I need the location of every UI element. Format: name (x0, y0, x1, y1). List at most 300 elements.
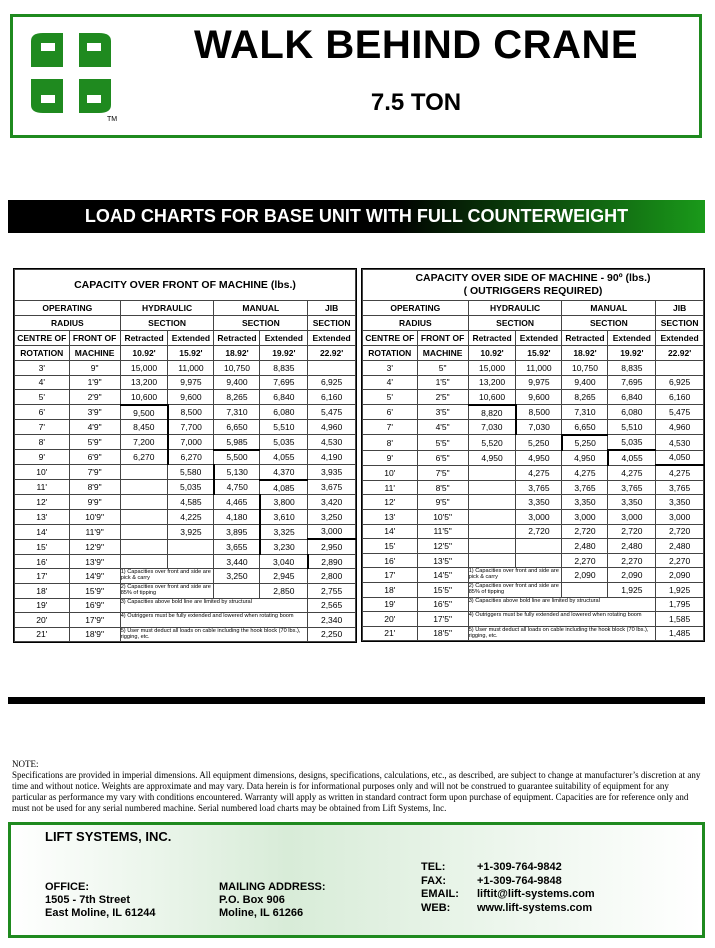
capacity-cell: 6,925 (308, 375, 356, 390)
capacity-cell (214, 583, 260, 598)
capacity-cell: 4,085 (260, 480, 308, 495)
radius-front-cell: 7'5" (417, 465, 468, 480)
boom-length-header: 19.92' (608, 346, 656, 361)
capacity-cell: 3,610 (260, 509, 308, 524)
capacity-cell (468, 495, 516, 510)
capacity-cell: 8,265 (562, 390, 608, 405)
panel-title (363, 270, 704, 301)
table-row (15, 465, 356, 480)
jib-section-header: SECTION (308, 316, 356, 331)
capacity-cell: 5,985 (214, 434, 260, 449)
table-row (15, 627, 356, 642)
boom-length-header: 19.92' (260, 346, 308, 361)
capacity-cell: 4,275 (608, 465, 656, 480)
radius-front-cell: 5'5" (417, 435, 468, 450)
capacity-cell: 5,500 (214, 450, 260, 465)
capacity-cell (468, 524, 516, 539)
radius-centre-cell: 20' (363, 612, 418, 627)
jib-header: JIB (656, 301, 704, 316)
capacity-cell: 4,050 (656, 450, 704, 465)
radius-centre-cell: 13' (15, 509, 70, 524)
capacity-cell: 6,650 (214, 420, 260, 435)
capacity-cell: 3,350 (656, 495, 704, 510)
capacity-cell: 4,190 (308, 450, 356, 465)
capacity-cell: 9,400 (562, 375, 608, 390)
radius-centre-cell: 3' (363, 361, 418, 376)
capacity-cell: 2,950 (308, 539, 356, 554)
table-row (15, 554, 356, 569)
table-row (15, 539, 356, 554)
table-row (363, 361, 704, 376)
capacity-cell: 5,130 (214, 465, 260, 480)
capacity-note: 4) Outriggers must be fully extended and lowered when rotating boom (468, 612, 656, 627)
capacity-cell (656, 361, 704, 376)
hydraulic-section-header: SECTION (120, 316, 214, 331)
boom-length-header: 18.92' (214, 346, 260, 361)
radius-front-cell: 9'5" (417, 495, 468, 510)
radius-front-cell: 8'5" (417, 480, 468, 495)
radius-front-cell: 11'9" (69, 524, 120, 539)
capacity-note: 3) Capacities above bold line are limited by structural (468, 597, 656, 612)
capacity-cell (468, 509, 516, 524)
radius-front-cell: 17'5" (417, 612, 468, 627)
capacity-cell: 2,850 (260, 583, 308, 598)
table-row (363, 435, 704, 450)
table-row (15, 613, 356, 628)
radius-front-cell: 2'5" (417, 390, 468, 405)
divider-rule (8, 697, 705, 704)
table-row (15, 509, 356, 524)
table-row (363, 509, 704, 524)
capacity-cell: 2,720 (562, 524, 608, 539)
table-row (15, 598, 356, 613)
table-row (15, 405, 356, 420)
capacity-cell (120, 539, 168, 554)
tel-value: +1-309-764-9842 (477, 861, 562, 873)
radius-centre-cell: 12' (363, 495, 418, 510)
table-row (15, 524, 356, 539)
header-row (363, 346, 704, 361)
capacity-cell (120, 524, 168, 539)
radius-centre-cell: 7' (15, 420, 70, 435)
capacity-cell: 3,440 (214, 554, 260, 569)
header-row (15, 316, 356, 331)
radius-front-cell: 12'9" (69, 539, 120, 554)
capacity-cell: 5,475 (308, 405, 356, 420)
boom-state-header: Retracted (562, 331, 608, 346)
note-text: Specifications are provided in imperial dimensions. All equipment dimensions, designs, specifications, calculations, etc., as described, are subject to change at manufacturer’s discretion at any time and without notice. Weights are approximate and may vary. Data herein is for informational purposes only and will not be construed to guarantee suitability of equipment for any particular as performance my vary with conditions encountered. Warranty will apply as written in standard contract form upon purchase of equipment. Capacities are for reference only and must not be used for any serial numbered machine. Serial numbered load charts may be obtained from Lift Systems, Inc. (12, 770, 701, 813)
capacity-note: 1) Capacities over front and side are pick & carry (468, 568, 562, 583)
radius-centre-cell: 10' (363, 465, 418, 480)
capacity-cell: 3,925 (168, 524, 214, 539)
manual-section-header: SECTION (562, 316, 656, 331)
rotation-header: ROTATION (363, 346, 418, 361)
capacity-note: 1) Capacities over front and side are pick & carry (120, 569, 214, 584)
capacity-cell: 2,090 (608, 568, 656, 583)
capacity-cell: 3,250 (214, 569, 260, 584)
table-row (363, 568, 704, 583)
capacity-cell: 3,000 (656, 509, 704, 524)
capacity-cell: 9,600 (168, 390, 214, 405)
radius-centre-cell: 9' (363, 450, 418, 465)
table-row (363, 597, 704, 612)
table-row (363, 612, 704, 627)
radius-front-cell: 13'5" (417, 553, 468, 568)
radius-front-cell: 8'9" (69, 480, 120, 495)
radius-front-cell: 15'5" (417, 582, 468, 597)
capacity-cell: 6,840 (608, 390, 656, 405)
table-row (15, 375, 356, 390)
capacity-cell: 6,270 (120, 450, 168, 465)
radius-front-cell: 14'9" (69, 569, 120, 584)
capacity-cell: 6,080 (608, 405, 656, 420)
capacity-cell: 3,250 (308, 509, 356, 524)
capacity-cell: 10,600 (468, 390, 516, 405)
capacity-cell: 8,450 (120, 420, 168, 435)
capacity-cell: 4,275 (516, 465, 562, 480)
svg-text:TM: TM (107, 116, 118, 123)
capacity-cell (562, 582, 608, 597)
capacity-note: 2) Capacities over front and side are 85% of tipping (468, 582, 562, 597)
radius-centre-cell: 6' (363, 405, 418, 420)
capacity-cell: 8,500 (516, 405, 562, 420)
capacity-note: 5) User must deduct all loads on cable including the hook block (70 lbs.), rigging, etc. (468, 626, 656, 641)
capacity-cell: 5,035 (260, 434, 308, 449)
radius-centre-cell: 19' (15, 598, 70, 613)
radius-centre-cell: 5' (15, 390, 70, 405)
radius-front-cell: 4'9" (69, 420, 120, 435)
front-capacity-table (14, 269, 356, 642)
panel-title-text: CAPACITY OVER SIDE OF MACHINE - 90º (lbs.) (415, 272, 651, 284)
radius-centre-cell: 5' (363, 390, 418, 405)
capacity-cell: 6,270 (168, 450, 214, 465)
capacity-cell: 3,040 (260, 554, 308, 569)
capacity-cell: 2,720 (656, 524, 704, 539)
capacity-note: 5) User must deduct all loads on cable including the hook block (70 lbs.), rigging, etc. (120, 627, 308, 642)
table-row (363, 480, 704, 495)
capacity-cell: 3,350 (516, 495, 562, 510)
radius-centre-cell: 6' (15, 405, 70, 420)
section-banner: LOAD CHARTS FOR BASE UNIT WITH FULL COUNTERWEIGHT (8, 200, 705, 233)
radius-front-cell: 6'5" (417, 450, 468, 465)
table-row (15, 583, 356, 598)
mailing-line1: P.O. Box 906 (219, 894, 285, 906)
radius-centre-cell: 21' (15, 627, 70, 642)
side-capacity-table (362, 269, 704, 641)
capacity-cell: 7,000 (168, 434, 214, 449)
boom-state-header: Extended (308, 331, 356, 346)
radius-front-cell: 4'5" (417, 420, 468, 435)
fax-value: +1-309-764-9848 (477, 874, 562, 887)
capacity-cell: 2,720 (608, 524, 656, 539)
capacity-cell: 6,160 (308, 390, 356, 405)
capacity-cell: 3,325 (260, 524, 308, 539)
capacity-cell: 2,270 (562, 553, 608, 568)
capacity-cell: 4,225 (168, 509, 214, 524)
capacity-cell: 2,340 (308, 613, 356, 628)
capacity-cell: 7,030 (516, 420, 562, 435)
table-row (363, 582, 704, 597)
capacity-note: 3) Capacities above bold line are limited by structural (120, 598, 308, 613)
capacity-cell: 2,565 (308, 598, 356, 613)
manual-section-header: SECTION (214, 316, 308, 331)
radius-front-cell: 5'9" (69, 434, 120, 449)
boom-length-header: 22.92' (308, 346, 356, 361)
capacity-cell: 3,230 (260, 539, 308, 554)
capacity-cell: 2,270 (608, 553, 656, 568)
mailing-label: MAILING ADDRESS: (219, 881, 326, 893)
table-row (363, 553, 704, 568)
manual-header: MANUAL (562, 301, 656, 316)
capacity-cell: 4,960 (656, 420, 704, 435)
radius-header: RADIUS (363, 316, 469, 331)
capacity-cell: 4,530 (656, 435, 704, 450)
capacity-cell: 2,800 (308, 569, 356, 584)
capacity-cell: 2,720 (516, 524, 562, 539)
boom-state-header: Extended (168, 331, 214, 346)
radius-centre-cell: 4' (363, 375, 418, 390)
radius-header: RADIUS (15, 316, 121, 331)
capacity-cell: 9,975 (168, 375, 214, 390)
capacity-cell (120, 465, 168, 480)
hydraulic-section-header: SECTION (468, 316, 562, 331)
capacity-cell: 4,950 (516, 450, 562, 465)
capacity-cell: 4,055 (608, 450, 656, 465)
capacity-cell: 3,935 (308, 465, 356, 480)
radius-front-cell: 10'9" (69, 509, 120, 524)
table-row (363, 405, 704, 420)
radius-front-cell: 11'5" (417, 524, 468, 539)
title-row (15, 270, 356, 301)
machine-header: MACHINE (69, 346, 120, 361)
header-row (15, 331, 356, 346)
radius-centre-cell: 20' (15, 613, 70, 628)
jib-header: JIB (308, 301, 356, 316)
radius-front-cell: 16'9" (69, 598, 120, 613)
radius-front-cell: 17'9" (69, 613, 120, 628)
radius-front-cell: 9" (69, 361, 120, 376)
front-capacity-panel (13, 268, 357, 643)
office-line2: East Moline, IL 61244 (45, 907, 156, 919)
radius-centre-cell: 4' (15, 375, 70, 390)
panel-title (15, 270, 356, 301)
capacity-cell: 11,000 (168, 361, 214, 376)
capacity-cell: 2,270 (656, 553, 704, 568)
radius-centre-cell: 18' (363, 582, 418, 597)
front-of-header: FRONT OF (69, 331, 120, 346)
radius-centre-cell: 14' (15, 524, 70, 539)
capacity-cell: 15,000 (120, 361, 168, 376)
radius-centre-cell: 16' (363, 553, 418, 568)
hydraulic-header: HYDRAULIC (120, 301, 214, 316)
radius-front-cell: 2'9" (69, 390, 120, 405)
capacity-cell (516, 553, 562, 568)
capacity-cell: 10,600 (120, 390, 168, 405)
capacity-cell: 11,000 (516, 361, 562, 376)
capacity-cell: 5,250 (516, 435, 562, 450)
tel-label: TEL: (421, 861, 446, 873)
boom-state-header: Extended (656, 331, 704, 346)
capacity-cell: 4,750 (214, 480, 260, 495)
radius-centre-cell: 18' (15, 583, 70, 598)
capacity-cell: 7,700 (168, 420, 214, 435)
table-row (363, 524, 704, 539)
operating-header: OPERATING (15, 301, 121, 316)
header-row (363, 331, 704, 346)
boom-length-header: 10.92' (468, 346, 516, 361)
capacity-cell: 10,750 (562, 361, 608, 376)
table-row (363, 495, 704, 510)
capacity-cell: 3,675 (308, 480, 356, 495)
capacity-cell: 6,160 (656, 390, 704, 405)
capacity-cell: 1,925 (656, 582, 704, 597)
boom-state-header: Extended (516, 331, 562, 346)
table-row (363, 420, 704, 435)
capacity-cell: 9,400 (214, 375, 260, 390)
capacity-cell: 3,000 (608, 509, 656, 524)
mailing-line2: Moline, IL 61266 (219, 907, 304, 919)
office-label: OFFICE: (45, 881, 89, 893)
radius-centre-cell: 3' (15, 361, 70, 376)
capacity-cell (120, 509, 168, 524)
table-row (363, 465, 704, 480)
capacity-cell (308, 361, 356, 376)
title-row (363, 270, 704, 301)
table-row (15, 420, 356, 435)
web-label: WEB: (421, 901, 451, 914)
centre-of-header: CENTRE OF (15, 331, 70, 346)
capacity-cell: 1,795 (656, 597, 704, 612)
radius-centre-cell: 8' (363, 435, 418, 450)
contact-info (421, 861, 595, 915)
capacity-cell: 13,200 (120, 375, 168, 390)
capacity-cell: 4,180 (214, 509, 260, 524)
capacity-cell: 9,600 (516, 390, 562, 405)
radius-front-cell: 12'5" (417, 539, 468, 554)
rotation-header: ROTATION (15, 346, 70, 361)
capacity-cell: 3,420 (308, 495, 356, 510)
capacity-cell: 7,200 (120, 434, 168, 449)
capacity-cell: 3,350 (608, 495, 656, 510)
radius-front-cell: 16'5" (417, 597, 468, 612)
capacity-cell: 9,500 (120, 405, 168, 420)
page-subtitle: 7.5 TON (370, 89, 462, 116)
boom-length-header: 22.92' (656, 346, 704, 361)
boom-length-header: 15.92' (516, 346, 562, 361)
capacity-cell: 5,035 (168, 480, 214, 495)
capacity-cell: 4,530 (308, 434, 356, 449)
mailing-address (219, 881, 326, 920)
panel-subtitle-text: ( OUTRIGGERS REQUIRED) (463, 285, 603, 297)
capacity-cell: 4,055 (260, 450, 308, 465)
fax-label: FAX: (421, 874, 447, 887)
capacity-cell: 2,090 (562, 568, 608, 583)
capacity-cell (468, 480, 516, 495)
table-row (363, 539, 704, 554)
capacity-cell (168, 554, 214, 569)
capacity-cell: 1,485 (656, 626, 704, 641)
capacity-cell: 8,500 (168, 405, 214, 420)
boom-length-header: 10.92' (120, 346, 168, 361)
radius-centre-cell: 19' (363, 597, 418, 612)
capacity-cell: 6,080 (260, 405, 308, 420)
radius-centre-cell: 8' (15, 434, 70, 449)
capacity-cell: 3,000 (562, 509, 608, 524)
note-title: NOTE: (12, 759, 39, 769)
capacity-cell: 3,000 (308, 524, 356, 539)
capacity-cell: 1,585 (656, 612, 704, 627)
capacity-cell (468, 539, 516, 554)
boom-state-header: Retracted (120, 331, 168, 346)
capacity-cell: 7,310 (214, 405, 260, 420)
capacity-cell: 3,000 (516, 509, 562, 524)
radius-front-cell: 3'9" (69, 405, 120, 420)
radius-centre-cell: 17' (15, 569, 70, 584)
capacity-cell: 6,650 (562, 420, 608, 435)
capacity-note: 2) Capacities over front and side are 85% of tipping (120, 583, 214, 598)
table-row (15, 480, 356, 495)
radius-front-cell: 3'5" (417, 405, 468, 420)
side-capacity-panel (361, 268, 705, 642)
capacity-cell: 4,950 (468, 450, 516, 465)
capacity-cell: 9,975 (516, 375, 562, 390)
capacity-cell: 4,950 (562, 450, 608, 465)
radius-centre-cell: 15' (363, 539, 418, 554)
capacity-cell (468, 553, 516, 568)
table-row (15, 361, 356, 376)
radius-front-cell: 7'9" (69, 465, 120, 480)
capacity-cell: 4,585 (168, 495, 214, 510)
capacity-cell (120, 480, 168, 495)
capacity-cell: 3,350 (562, 495, 608, 510)
centre-of-header: CENTRE OF (363, 331, 418, 346)
radius-front-cell: 1'5" (417, 375, 468, 390)
capacity-cell: 2,945 (260, 569, 308, 584)
radius-centre-cell: 17' (363, 568, 418, 583)
capacity-cell: 3,765 (656, 480, 704, 495)
radius-centre-cell: 14' (363, 524, 418, 539)
table-row (15, 569, 356, 584)
header-row (363, 316, 704, 331)
boom-length-header: 18.92' (562, 346, 608, 361)
hydraulic-header: HYDRAULIC (468, 301, 562, 316)
capacity-cell: 3,655 (214, 539, 260, 554)
capacity-cell: 4,275 (656, 465, 704, 480)
capacity-cell: 5,475 (656, 405, 704, 420)
capacity-cell: 5,035 (608, 435, 656, 450)
table-row (15, 434, 356, 449)
capacity-cell: 2,890 (308, 554, 356, 569)
table-row (15, 450, 356, 465)
radius-centre-cell: 16' (15, 554, 70, 569)
capacity-cell (516, 539, 562, 554)
radius-front-cell: 15'9" (69, 583, 120, 598)
capacity-cell: 6,925 (656, 375, 704, 390)
lift-systems-logo-icon (23, 27, 121, 123)
capacity-cell: 7,310 (562, 405, 608, 420)
capacity-cell: 7,695 (608, 375, 656, 390)
email-link[interactable]: liftit@lift-systems.com (477, 888, 595, 900)
capacity-cell: 15,000 (468, 361, 516, 376)
capacity-cell: 2,090 (656, 568, 704, 583)
table-row (363, 626, 704, 641)
web-link[interactable]: www.lift-systems.com (477, 901, 593, 914)
capacity-cell: 2,250 (308, 627, 356, 642)
capacity-cell (468, 465, 516, 480)
radius-front-cell: 14'5" (417, 568, 468, 583)
radius-front-cell: 9'9" (69, 495, 120, 510)
radius-front-cell: 18'9" (69, 627, 120, 642)
